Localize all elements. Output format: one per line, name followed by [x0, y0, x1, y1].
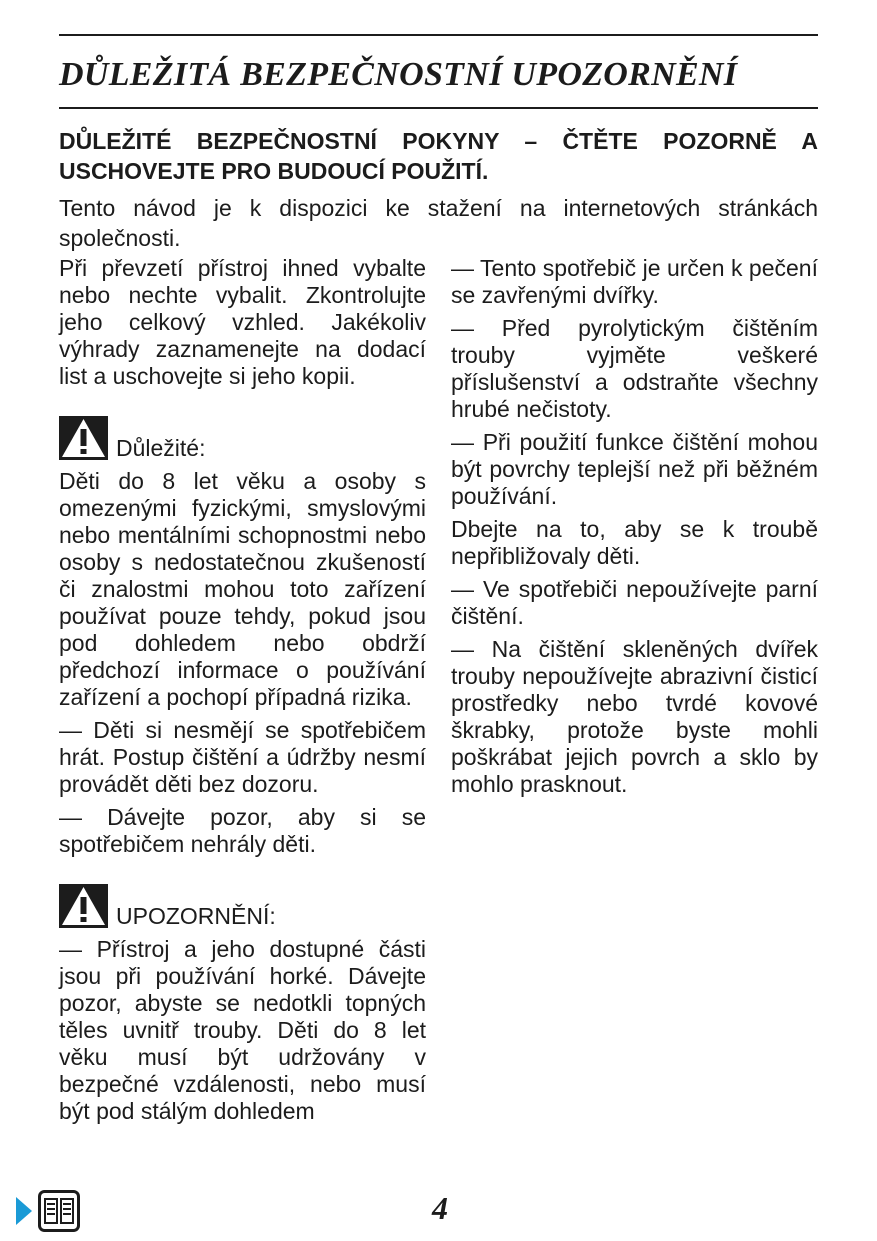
warning-paragraph: — Přístroj a jeho dostupné části jsou při používání horké. Dávejte pozor, abyste se nedotkli topných těles uvnitř trouby. Děti do 8 let věku musí být udržovány v bezpečné vzdálenosti, nebo musí být pod stálým dohledem — [59, 936, 426, 1124]
right-paragraph: — Před pyrolytickým čištěním trouby vyjměte veškeré příslušenství a odstraňte všechny hrubé nečistoty. — [451, 315, 818, 422]
unpacking-paragraph: Při převzetí přístroj ihned vybalte nebo nechte vybalit. Zkontrolujte jeho celkový vzhled. Jakékoliv výhrady zaznamenejte na dodací list a uschovejte si jeho kopii. — [59, 255, 426, 389]
page-title: DŮLEŽITÁ BEZPEČNOSTNÍ UPOZORNĚNÍ — [59, 56, 738, 93]
warning-triangle-icon — [59, 416, 108, 460]
top-rule — [59, 34, 818, 36]
right-column — [451, 255, 818, 804]
left-column — [59, 255, 426, 1131]
warning-triangle-icon — [59, 884, 108, 928]
right-paragraph: Dbejte na to, aby se k troubě nepřibližovaly děti. — [451, 516, 818, 569]
play-arrow-icon[interactable] — [14, 1195, 34, 1227]
safety-subheading: DŮLEŽITÉ BEZPEČNOSTNÍ POKYNY – ČTĚTE POZORNĚ A USCHOVEJTE PRO BUDOUCÍ POUŽITÍ. — [59, 128, 818, 184]
page-number: 4 — [432, 1190, 448, 1226]
important-paragraph: Děti do 8 let věku a osoby s omezenými fyzickými, smyslovými nebo mentálními schopnostmi nebo osoby s nedostatečnou zkušeností či znalostmi mohou toto zařízení používat pouze tehdy, pokud jsou pod dohledem nebo obdrží předchozí informace o používání zařízení a pochopí případná rizika. — [59, 468, 426, 710]
book-icon[interactable] — [38, 1190, 80, 1232]
right-paragraph: — Tento spotřebič je určen k pečení se zavřenými dvířky. — [451, 255, 818, 308]
warning-heading — [59, 884, 426, 928]
right-paragraph: — Na čištění skleněných dvířek trouby nepoužívejte abrazivní čisticí prostředky nebo tvrdé kovové škrabky, protože byste mohli poškrábat jejich povrch a sklo by mohlo prasknout. — [451, 636, 818, 797]
important-paragraph: — Děti si nesmějí se spotřebičem hrát. Postup čištění a údržby nesmí provádět děti bez dozoru. — [59, 717, 426, 797]
important-heading — [59, 416, 426, 460]
intro-paragraph: Tento návod je k dispozici ke stažení na internetových stránkách společnosti. — [59, 195, 818, 251]
title-rule — [59, 107, 818, 109]
right-paragraph: — Při použití funkce čištění mohou být povrchy teplejší než při běžném používání. — [451, 429, 818, 509]
important-paragraph: — Dávejte pozor, aby si se spotřebičem nehrály děti. — [59, 804, 426, 857]
warning-label: UPOZORNĚNÍ: — [116, 903, 276, 929]
right-paragraph: — Ve spotřebiči nepoužívejte parní čištění. — [451, 576, 818, 629]
important-label: Důležité: — [116, 435, 206, 461]
